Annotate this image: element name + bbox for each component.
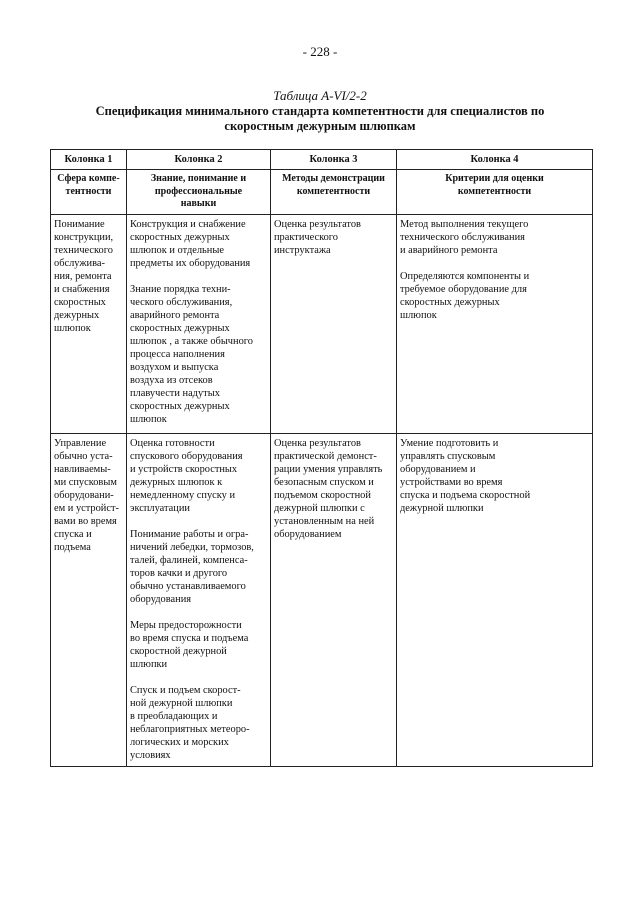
criteria-paragraph: Метод выполнения текущего технического обслуживания и аварийного ремонта	[400, 218, 529, 256]
knowledge-paragraph: Меры предосторожности во время спуска и подъема скоростной дежурной шлюпки	[130, 619, 249, 670]
column-number-row	[51, 150, 593, 170]
methods-cell	[271, 214, 397, 433]
knowledge-cell	[127, 214, 271, 433]
criteria-cell	[397, 433, 593, 766]
criteria-paragraph: Определяются компоненты и требуемое оборудование для скоростных дежурных шлюпок	[400, 270, 530, 321]
table-row	[51, 214, 593, 433]
table-label: Таблица A-VI/2-2	[273, 88, 367, 103]
column-header-row	[51, 170, 593, 215]
column-header: Критерии для оценки компетентности	[397, 170, 593, 215]
knowledge-paragraph: Понимание работы и огра- ничений лебедки, тормозов, талей, фалиней, компенса- торов качки и другого обычно устанавливаемого оборудования	[130, 528, 254, 605]
column-header: Методы демонстрации компетентности	[271, 170, 397, 215]
table-row	[51, 433, 593, 766]
column-number: Колонка 2	[127, 150, 271, 170]
page-number: - 228 -	[302, 44, 338, 59]
column-number: Колонка 3	[271, 150, 397, 170]
knowledge-paragraph: Знание порядка техни- ческого обслуживания, аварийного ремонта скоростных дежурных шлюпок , а также обычного процесса наполнения воздухом и выпуска воздуха из отсеков плавучести надутых скоростных дежурных шлюпок	[130, 283, 253, 425]
column-header: Знание, понимание и профессиональные навыки	[127, 170, 271, 215]
column-number: Колонка 4	[397, 150, 593, 170]
competence-table	[50, 149, 593, 767]
knowledge-paragraph: Оценка готовности спускового оборудования и устройств скоростных дежурных шлюпок к немедленному спуску и эксплуатации	[130, 437, 243, 514]
competence-cell	[51, 433, 127, 766]
column-header: Сфера компе- тентности	[51, 170, 127, 215]
criteria-paragraph: Умение подготовить и управлять спусковым оборудованием и устройствами во время спуска и подъема скоростной дежурной шлюпки	[400, 437, 531, 514]
knowledge-cell	[127, 433, 271, 766]
competence-text: Управление обычно уста- навливаемы- ми спусковым оборудовани- ем и устройст- вами во время спуска и подъема	[54, 437, 119, 553]
competence-text: Понимание конструкции, технического обслужива- ния, ремонта и снабжения скоростных дежурных шлюпок	[54, 218, 114, 334]
table-title: Спецификация минимального стандарта компетентности для специалистов по скоростным дежурным шлюпкам	[95, 104, 545, 133]
column-number: Колонка 1	[51, 150, 127, 170]
knowledge-paragraph: Конструкция и снабжение скоростных дежурных шлюпок и отдельные предметы их оборудования	[130, 218, 251, 269]
criteria-cell	[397, 214, 593, 433]
knowledge-paragraph: Спуск и подъем скорост- ной дежурной шлюпки в преобладающих и неблагоприятных метеоро- логических и морских условиях	[130, 684, 250, 761]
methods-text: Оценка результатов практической демонст- рации умения управлять безопасным спуском и подъемом скоростной дежурной шлюпки с установленным на ней оборудованием	[274, 437, 383, 540]
competence-cell	[51, 214, 127, 433]
methods-text: Оценка результатов практического инструктажа	[274, 218, 361, 256]
methods-cell	[271, 433, 397, 766]
